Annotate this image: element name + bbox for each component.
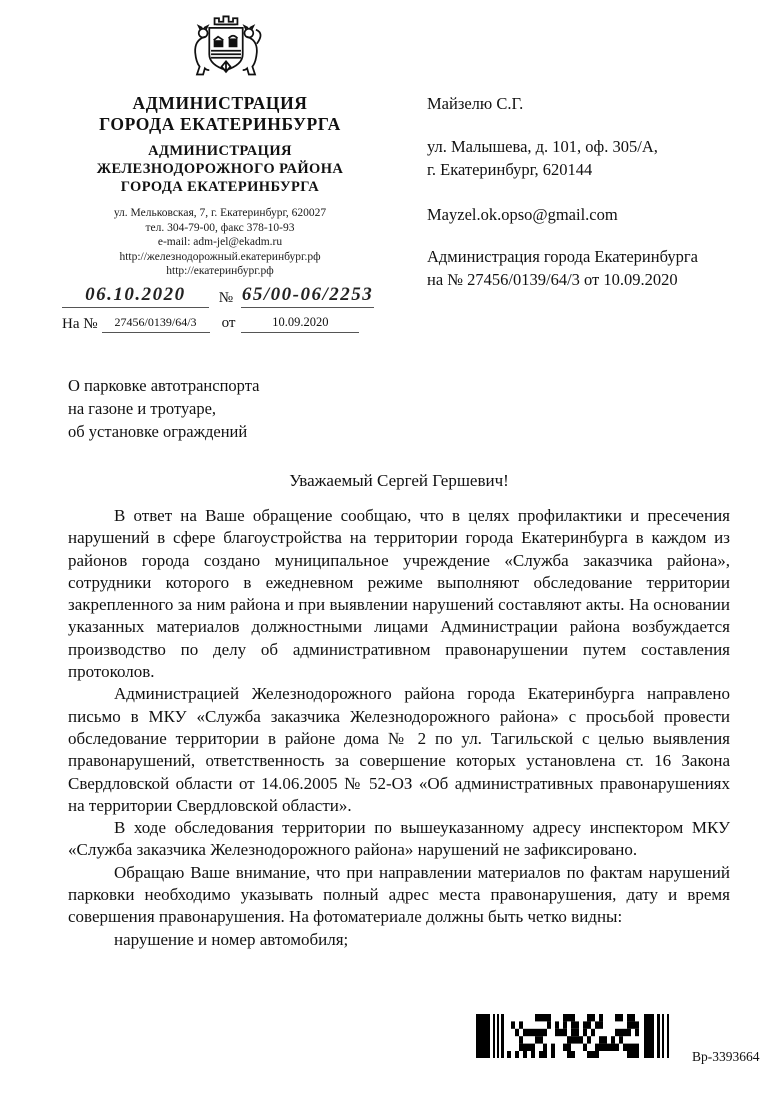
barcode-label: Вр-3393664	[692, 1049, 760, 1064]
number-sign-label: №	[218, 290, 234, 306]
barcode	[476, 1014, 682, 1058]
handwritten-date: 06.10.2020	[85, 284, 186, 305]
incoming-ref-number: 27456/0139/64/3	[102, 315, 210, 333]
contact-website-city: http://екатеринбург.рф	[166, 265, 274, 277]
subject-line: О парковке автотранспорта	[68, 376, 260, 395]
registration-block	[62, 284, 374, 333]
recipient-address-line: ул. Малышева, д. 101, оф. 305/А,	[427, 137, 658, 156]
letter-body	[68, 505, 730, 951]
incoming-ref-label: На №	[62, 316, 98, 332]
recipient-email: Mayzel.ok.opso@gmail.com	[427, 205, 618, 224]
recipient-ref-line: Администрация города Екатеринбурга	[427, 247, 698, 266]
body-paragraph: Обращаю Ваше внимание, что при направлении материалов по фактам нарушений парковки необходимо указывать полный адрес места правонарушения, дату и время совершения правонарушения. На фотоматериале должны быть четко видны:	[68, 862, 730, 927]
recipient-name: Майзелю С.Г.	[427, 94, 524, 113]
contact-phone: тел. 304-79-00, факс 378-10-93	[145, 221, 295, 234]
subject-line: на газоне и тротуаре,	[68, 399, 217, 418]
org-name-line: АДМИНИСТРАЦИЯ	[132, 93, 308, 113]
org-subname-line: ГОРОДА ЕКАТЕРИНБУРГА	[120, 179, 320, 195]
contact-email: e-mail: adm-jel@ekadm.ru	[157, 236, 283, 248]
org-subname-line: ЖЕЛЕЗНОДОРОЖНОГО РАЙОНА	[96, 161, 344, 177]
coat-of-arms-icon	[182, 6, 270, 92]
salutation: Уважаемый Сергей Гершевич!	[289, 471, 509, 490]
org-name-line: ГОРОДА ЕКАТЕРИНБУРГА	[99, 114, 341, 134]
outgoing-number-field	[241, 284, 374, 308]
recipient-block	[427, 92, 767, 291]
list-item: нарушение и номер автомобиля;	[114, 929, 349, 949]
body-paragraph: Администрацией Железнодорожного района города Екатеринбурга направлено письмо в МКУ «Служба заказчика Железнодорожного района» с просьбой провести обследование территории в районе дома № 2 по ул. Тагильской с целью выявления правонарушений, ответственность за совершение которых установлена ст. 16 Закона Свердловской области от 14.06.2005 № 52-ОЗ «Об административных правонарушениях на территории Свердловской области».	[68, 684, 730, 815]
handwritten-number: 65/00-06/2253	[241, 284, 374, 305]
letterhead	[52, 93, 388, 279]
contact-address: ул. Мельковская, 7, г. Екатеринбург, 620027	[113, 207, 327, 219]
recipient-ref-line: на № 27456/0139/64/3 от 10.09.2020	[427, 270, 678, 289]
org-subname-line: АДМИНИСТРАЦИЯ	[148, 143, 292, 159]
contact-website-district: http://железнодорожный.екатеринбург.рф	[119, 250, 321, 263]
subject-block	[68, 374, 259, 443]
from-label: от	[221, 315, 236, 331]
body-paragraph: В ходе обследования территории по вышеуказанному адресу инспектором МКУ «Служба заказчика Железнодорожного района» нарушений не зафиксировано.	[68, 818, 730, 860]
body-paragraph: В ответ на Ваше обращение сообщаю, что в целях профилактики и пресечения нарушений в сфере благоустройства на территории города Екатеринбурга в каждом из районов города создано муниципальное учреждение «Служба заказчика района», сотрудники которого в ежедневном режиме выполняют обследование территории закрепленного за ним района и при выявлении нарушений составляют акты. На основании указанных материалов должностными лицами Администрации района возбуждается производство по делу об административном правонарушении путем составления протоколов.	[68, 506, 730, 682]
recipient-address-line: г. Екатеринбург, 620144	[427, 160, 593, 179]
subject-line: об установке ограждений	[68, 422, 248, 441]
outgoing-date-field	[62, 284, 209, 308]
incoming-ref-date: 10.09.2020	[241, 315, 359, 333]
